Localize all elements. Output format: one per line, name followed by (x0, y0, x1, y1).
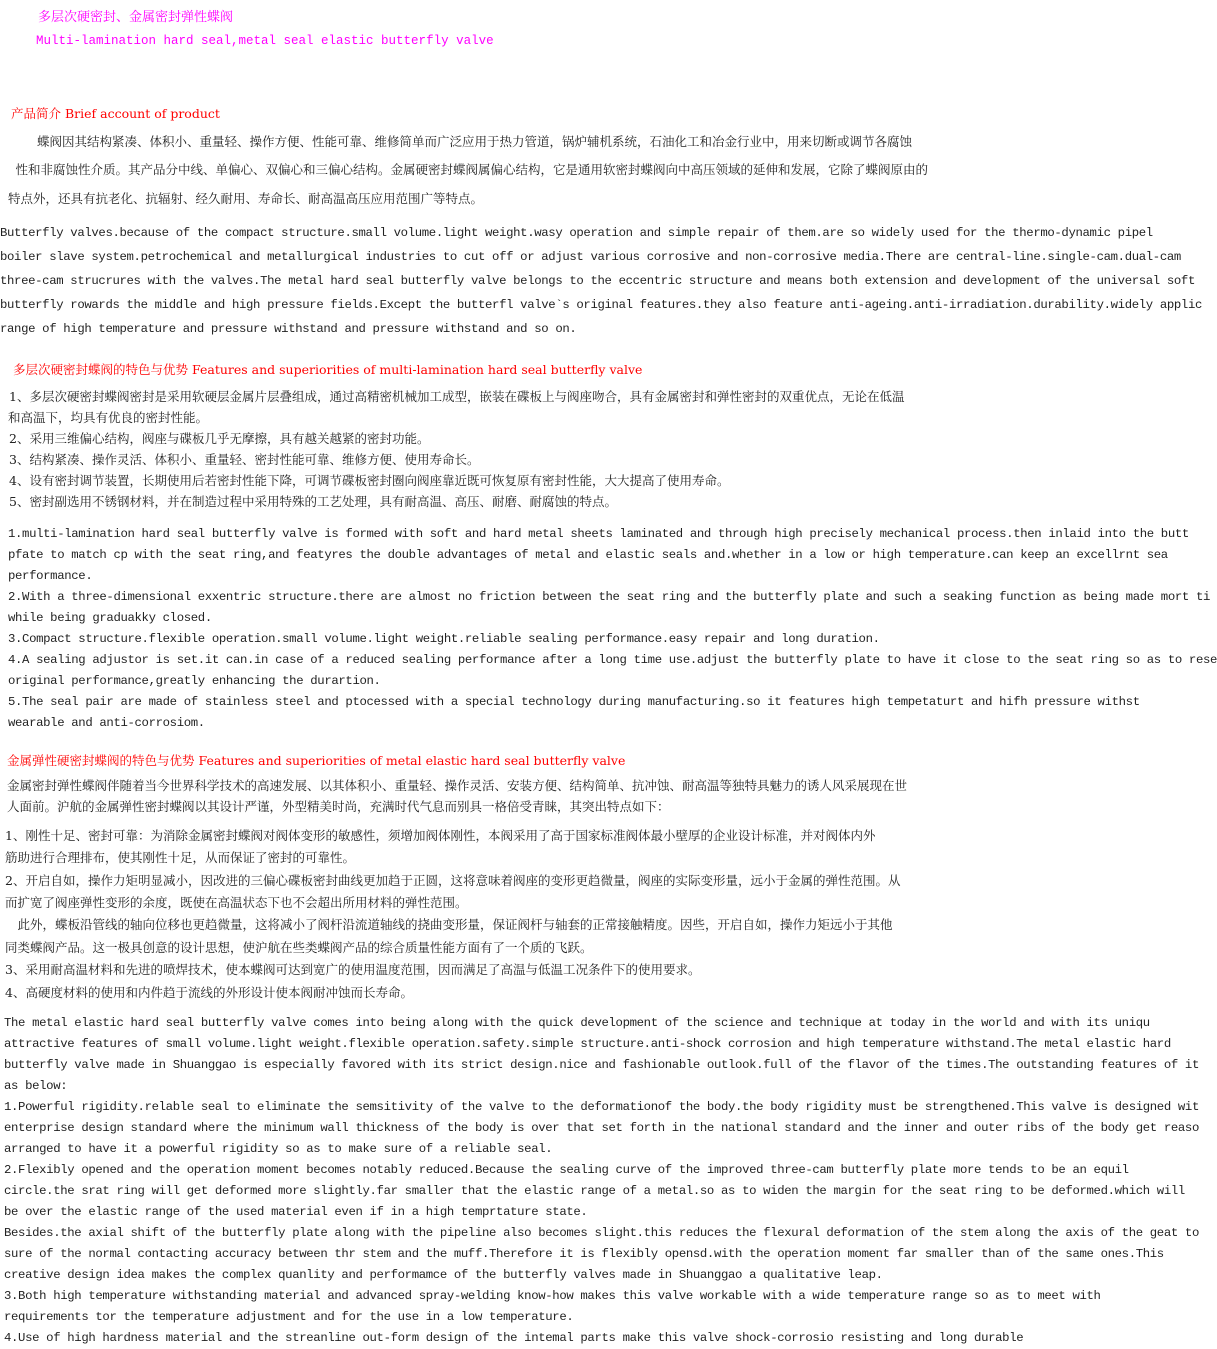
section-heading-brief: 产品简介 Brief account of product (11, 106, 220, 121)
section2-cn-line: 2、采用三维偏心结构，阀座与碟板几乎无摩擦，具有越关越紧的密封功能。 (9, 431, 430, 446)
section1-en-line: range of high temperature and pressure withstand and pressure withstand and so on. (0, 322, 577, 336)
section3-en-line: creative design idea makes the complex quanlity and performamce of the butterfly valves made in Shuanggao a qualitative leap. (4, 1268, 883, 1282)
section2-cn-line: 5、密封副选用不锈钢材料，并在制造过程中采用特殊的工艺处理，具有耐高温、高压、耐磨、耐腐蚀的特点。 (9, 494, 617, 509)
section1-en-line: butterfly rowards the middle and high pressure fields.Except the butterfl valve`s original features.they also feature anti-ageing.anti-irradiation.durability.widely applic (0, 298, 1203, 312)
section3-en-line: as below: (4, 1079, 68, 1093)
section2-en-line: while being graduakky closed. (8, 611, 212, 625)
section3-intro-line: 金属密封弹性蝶阀伴随着当今世界科学技术的高速发展、以其体积小、重量轻、操作灵活、安装方便、结构简单、抗冲蚀、耐高温等独特具魅力的诱人风采展现在世 (7, 778, 908, 793)
section3-en-line: The metal elastic hard seal butterfly valve comes into being along with the quick development of the science and technique at today in the world and with its uniqu (4, 1016, 1150, 1030)
section2-cn-line: 3、结构紧凑、操作灵活、体积小、重量轻、密封性能可靠、维修方便、使用寿命长。 (9, 452, 480, 467)
section3-cn-line: 3、采用耐高温材料和先进的喷焊技术，使本蝶阀可达到宽广的使用温度范围，因而满足了高温与低温工况条件下的使用要求。 (5, 962, 701, 977)
section2-en-line: 4.A sealing adjustor is set.it can.in case of a reduced sealing performance after a long time use.adjust the butterfly plate to have it close to the seat ring so as to rese (8, 653, 1217, 667)
section3-cn-line: 2、开启自如，操作力矩明显减小，因改进的三偏心碟板密封曲线更加趋于正圆，这将意味着阀座的变形更趋微量，阀座的实际变形量，远小于金属的弹性范围。从 (5, 873, 901, 888)
section1-en-line: Butterfly valves.because of the compact structure.small volume.light weight.wasy operation and simple repair of them.are so widely used for the thermo-dynamic pipel (0, 226, 1153, 240)
section2-en-line: 2.With a three-dimensional exxentric structure.there are almost no friction between the seat ring and the butterfly plate and such a seaking function as being made mort ti (8, 590, 1211, 604)
section-heading-multi-lamination: 多层次硬密封蝶阀的特色与优势 Features and superiorities of multi-lamination hard seal butterfly valve (13, 362, 643, 377)
section1-cn-line: 特点外，还具有抗老化、抗辐射、经久耐用、寿命长、耐高温高压应用范围广等特点。 (8, 191, 484, 206)
section-heading-metal-elastic: 金属弹性硬密封蝶阀的特色与优势 Features and superiorities of metal elastic hard seal butterfly valve (7, 753, 626, 768)
page-title-cn: 多层次硬密封、金属密封弹性蝶阀 (38, 10, 234, 25)
section2-cn-line: 4、设有密封调节装置，长期使用后若密封性能下降，可调节碟板密封圈向阀座靠近既可恢复原有密封性能，大大提高了使用寿命。 (9, 473, 730, 488)
section3-cn-line: 1、刚性十足、密封可靠：为消除金属密封蝶阀对阀体变形的敏感性，须增加阀体刚性，本阀采用了高于国家标准阀体最小壁厚的企业设计标准，并对阀体内外 (5, 828, 876, 843)
section1-cn-line: 蝶阀因其结构紧凑、体积小、重量轻、操作方便、性能可靠、维修简单而广泛应用于热力管道，锅炉辅机系统，石油化工和冶金行业中，用来切断或调节各腐蚀 (12, 134, 913, 149)
section3-en-line: 2.Flexibly opened and the operation moment becomes notably reduced.Because the sealing curve of the improved three-cam butterfly plate more tends to be an equil (4, 1163, 1129, 1177)
section3-cn-line: 此外，蝶板沿管线的轴向位移也更趋微量，这将减小了阀杆沿流道轴线的挠曲变形量，保证阀杆与轴套的正常接触精度。因些，开启自如，操作力矩远小于其他 (5, 917, 893, 932)
section2-en-line: 3.Compact structure.flexible operation.small volume.light weight.reliable sealing performance.easy repair and long duration. (8, 632, 880, 646)
section3-en-line: 1.Powerful rigidity.relable seal to eliminate the semsitivity of the valve to the deformationof the body.the body rigidity must be strengthened.This valve is designed wit (4, 1100, 1199, 1114)
section3-en-line: be over the elastic range of the used material even if in a high temprtature state. (4, 1205, 588, 1219)
page-title-en: Multi-lamination hard seal,metal seal elastic butterfly valve (36, 34, 494, 48)
section3-en-line: Besides.the axial shift of the butterfly plate along with the pipeline also becomes slight.this reduces the flexural deformation of the stem along the axis of the geat to (4, 1226, 1199, 1240)
section3-en-line: circle.the srat ring will get deformed more slightly.far smaller that the elastic range of a metal.so as to widen the margin for the seat ring to be deformed.which will (4, 1184, 1185, 1198)
section1-cn-line: 性和非腐蚀性介质。其产品分中线、单偏心、双偏心和三偏心结构。金属硬密封蝶阀属偏心结构，它是通用软密封蝶阀向中高压领域的延伸和发展，它除了蝶阀原由的 (3, 162, 929, 177)
section3-cn-line: 4、高硬度材料的使用和内件趋于流线的外形设计使本阀耐冲蚀而长寿命。 (5, 985, 413, 1000)
section2-en-line: pfate to match cp with the seat ring,and featyres the double advantages of metal and elastic seals and.whether in a low or high temperature.can keep an excellrnt sea (8, 548, 1168, 562)
section3-en-line: enterprise design standard where the minimum wall thickness of the body is over that set forth in the national standard and the inner and outer ribs of the body get reaso (4, 1121, 1199, 1135)
section2-en-line: wearable and anti-corrosiom. (8, 716, 205, 730)
section2-cn-line: 和高温下，均具有优良的密封性能。 (8, 410, 209, 425)
section3-en-line: requirements tor the temperature adjustment and for the use in a low temperature. (4, 1310, 574, 1324)
section3-cn-line: 同类蝶阀产品。这一极具创意的设计思想，使沪航在些类蝶阀产品的综合质量性能方面有了一个质的飞跃。 (5, 940, 593, 955)
section1-en-line: three-cam strucrures with the valves.The metal hard seal butterfly valve belongs to the eccentric structure and means both extension and development of the universal soft (0, 274, 1195, 288)
section2-en-line: performance. (8, 569, 93, 583)
section3-en-line: arranged to have it a powerful rigidity so as to make sure of a reliable seal. (4, 1142, 553, 1156)
section2-en-line: 1.multi-lamination hard seal butterfly valve is formed with soft and hard metal sheets laminated and through high precisely mechanical process.then inlaid into the butt (8, 527, 1189, 541)
section3-en-line: 4.Use of high hardness material and the streanline out-form design of the intemal parts make this valve shock-corrosio resisting and long durable (4, 1331, 1024, 1345)
section2-en-line: 5.The seal pair are made of stainless steel and ptocessed with a special technology during manufacturing.so it features high tempetaturt and hifh pressure withst (8, 695, 1140, 709)
section3-cn-line: 筋助进行合理排布，使其刚性十足，从而保证了密封的可靠性。 (5, 850, 356, 865)
section2-cn-line: 1、多层次硬密封蝶阀密封是采用软硬层金属片层叠组成，通过高精密机械加工成型，嵌装在碟板上与阀座吻合，具有金属密封和弹性密封的双重优点，无论在低温 (9, 389, 905, 404)
section3-intro-line: 人面前。沪航的金属弹性密封蝶阀以其设计严谨，外型精美时尚，充满时代气息而别具一格倍受青睐，其突出特点如下： (7, 799, 670, 814)
section3-en-line: sure of the normal contacting accuracy between thr stem and the muff.Therefore it is flexibly opensd.with the operation moment far smaller than of the same ones.This (4, 1247, 1164, 1261)
section3-en-line: attractive features of small volume.light weight.flexible operation.safety.simple structure.anti-shock corrosion and high temperature withstand.The metal elastic hard (4, 1037, 1171, 1051)
section3-en-line: 3.Both high temperature withstanding material and advanced spray-welding know-how makes this valve workable with a wide temperature range so as to meet with (4, 1289, 1101, 1303)
section1-en-line: boiler slave system.petrochemical and metallurgical industries to cut off or adjust various corrosive and non-corrosive media.There are central-line.single-cam.dual-cam (0, 250, 1181, 264)
section2-en-line: original performance,greatly enhancing the durartion. (8, 674, 381, 688)
section3-en-line: butterfly valve made in Shuanggao is especially favored with its strict design.nice and fashionable outlook.full of the flavor of the times.The outstanding features of it (4, 1058, 1199, 1072)
section3-cn-line: 而扩宽了阀座弹性变形的余度，既使在高温状态下也不会超出所用材料的弹性范围。 (5, 895, 468, 910)
